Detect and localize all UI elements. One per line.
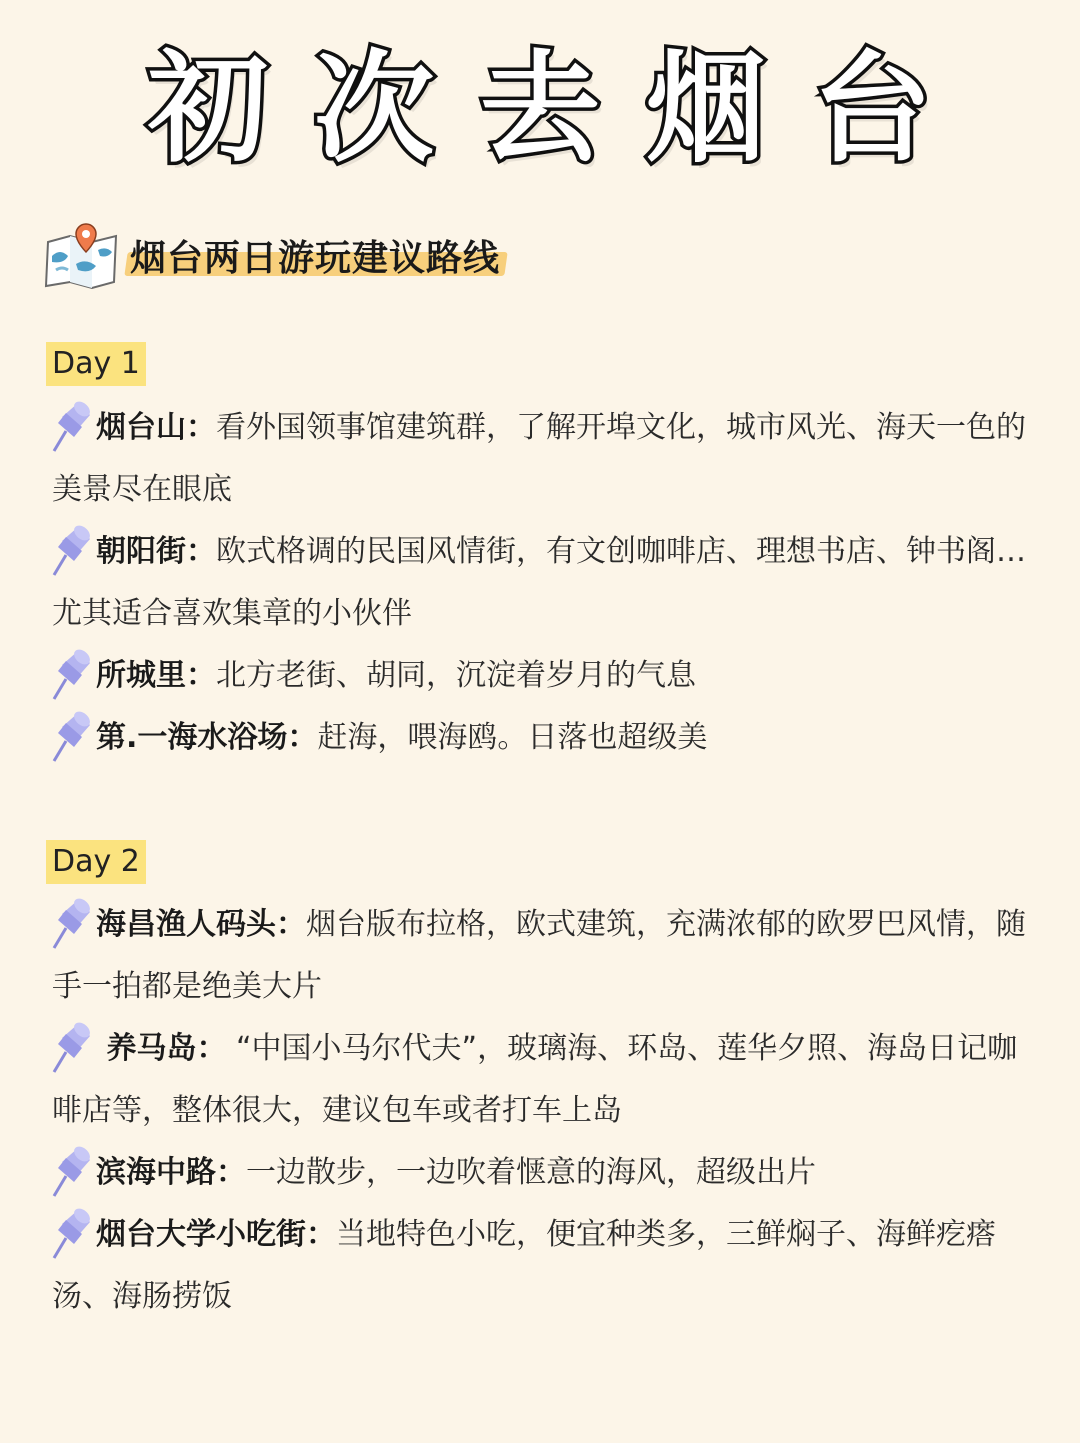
list-item	[52, 1142, 1042, 1204]
list-item	[52, 397, 1042, 521]
spot-name: 第.一海水浴场：	[96, 720, 318, 755]
spot-name: 海昌渔人码头：	[96, 907, 306, 942]
spot-description: 一边散步，一边吹着惬意的海风，超级出片	[246, 1155, 816, 1190]
list-item	[52, 707, 1042, 769]
map-pin-icon	[42, 220, 122, 290]
pushpin-icon	[52, 707, 92, 763]
pushpin-icon	[52, 1204, 92, 1260]
spot-description: 欧式格调的民国风情街，有文创咖啡店、理想书店、钟书阁…尤其适合喜欢集章的小伙伴	[52, 534, 1026, 631]
spot-name: 滨海中路：	[96, 1155, 246, 1190]
pushpin-icon	[52, 1142, 92, 1198]
pushpin-icon	[52, 397, 92, 453]
title-char: 烟	[646, 40, 766, 179]
title-char: 次	[314, 40, 434, 179]
list-item	[52, 1204, 1042, 1328]
pushpin-icon	[52, 1018, 92, 1074]
spot-description: 看外国领事馆建筑群，了解开埠文化，城市风光、海天一色的美景尽在眼底	[52, 410, 1026, 507]
title-char: 去	[480, 40, 600, 179]
spot-description: 北方老街、胡同，沉淀着岁月的气息	[216, 658, 696, 693]
pushpin-icon	[52, 645, 92, 701]
section-subtitle: 烟台两日游玩建议路线	[130, 237, 501, 279]
subtitle-row	[42, 220, 500, 290]
spot-description: 赶海，喂海鸥。日落也超级美	[317, 720, 708, 755]
page-title	[0, 40, 1080, 180]
spot-name: 养马岛：	[96, 1031, 227, 1066]
spot-name: 烟台山：	[96, 410, 216, 445]
spot-name: 烟台大学小吃街：	[96, 1217, 336, 1252]
pushpin-icon	[52, 894, 92, 950]
spot-name: 朝阳街：	[96, 534, 216, 569]
title-char: 台	[812, 40, 932, 179]
spot-description: 当地特色小吃，便宜种类多，三鲜焖子、海鲜疙瘩汤、海肠捞饭	[52, 1217, 996, 1314]
spot-description: “中国小马尔代夫”，玻璃海、环岛、莲华夕照、海岛日记咖啡店等，整体很大，建议包车或者打车上岛	[52, 1031, 1018, 1128]
pushpin-icon	[52, 521, 92, 577]
spot-description: 烟台版布拉格，欧式建筑，充满浓郁的欧罗巴风情，随手一拍都是绝美大片	[52, 907, 1026, 1004]
day-1-label: Day 1	[46, 342, 146, 386]
list-item	[52, 894, 1042, 1018]
title-char: 初	[148, 40, 268, 179]
list-item	[52, 521, 1042, 645]
spot-name: 所城里：	[96, 658, 216, 693]
day-2-label: Day 2	[46, 840, 146, 884]
list-item	[52, 1018, 1042, 1142]
list-item	[52, 645, 1042, 707]
